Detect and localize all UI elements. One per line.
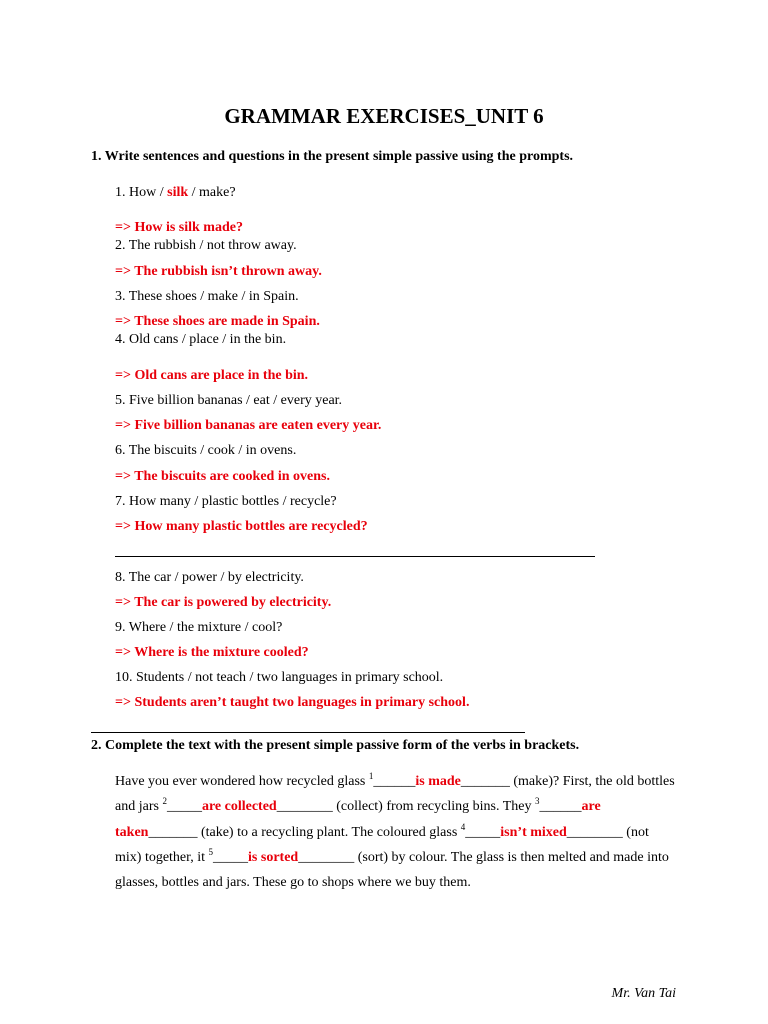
question-9: 9. Where / the mixture / cool?: [115, 620, 283, 635]
answer-7: => How many plastic bottles are recycled?: [115, 519, 368, 534]
blank-line: _______: [460, 774, 510, 789]
section-2-heading: 2. Complete the text with the present simple passive form of the verbs in brackets.: [91, 738, 580, 753]
text-segment: (sort) by colour. The glass is then melted and made into glasses, bottles and jars. These go to shops where we buy them.: [115, 849, 669, 891]
blank-line: _____: [166, 799, 202, 815]
blank-line: ________: [298, 849, 355, 865]
answer-1: => How is silk made?: [115, 220, 243, 235]
section-1-heading: 1. Write sentences and questions in the present simple passive using the prompts.: [91, 149, 574, 164]
question-7: 7. How many / plastic bottles / recycle?: [115, 494, 337, 509]
answer-gap-5: is sorted: [248, 849, 299, 865]
text-segment: (take) to a recycling plant. The coloured glass: [197, 824, 461, 840]
answer-3: => These shoes are made in Spain.: [115, 314, 320, 329]
gap-number: 1: [368, 771, 374, 781]
answer-gap-3: are taken: [115, 799, 601, 840]
question-1-keyword: silk: [167, 185, 189, 200]
answer-8: => The car is powered by electricity.: [115, 595, 332, 610]
question-10: 10. Students / not teach / two languages in primary school.: [115, 670, 444, 685]
answer-10: => Students aren’t taught two languages in primary school.: [115, 695, 470, 710]
question-8: 8. The car / power / by electricity.: [115, 570, 304, 585]
blank-line: _____: [465, 824, 501, 840]
gap-number: 3: [535, 796, 540, 807]
answer-gap-1: is made: [415, 774, 461, 789]
gap-number: 4: [460, 821, 466, 832]
text-segment: Have you ever wondered how recycled glass: [115, 774, 369, 789]
question-6: 6. The biscuits / cook / in ovens.: [115, 443, 297, 458]
question-1-prefix: 1. How /: [115, 185, 168, 200]
cloze-paragraph: [115, 769, 675, 895]
text-segment: (make)? First, the old bottles and jars: [115, 774, 675, 815]
blank-line: ________: [276, 799, 333, 815]
blank-line: _______: [148, 824, 198, 840]
question-5: 5. Five billion bananas / eat / every year.: [115, 393, 343, 408]
text-segment: (not mix) together, it: [115, 824, 649, 865]
answer-2: => The rubbish isn’t thrown away.: [115, 264, 322, 279]
answer-9: => Where is the mixture cooled?: [115, 645, 309, 660]
question-1-suffix: / make?: [188, 185, 236, 200]
question-4: 4. Old cans / place / in the bin.: [115, 332, 287, 347]
blank-line: _____: [213, 849, 249, 865]
answer-4: => Old cans are place in the bin.: [115, 368, 309, 383]
blank-line: ______: [539, 799, 582, 815]
gap-number: 2: [162, 796, 167, 807]
gap-number: 5: [208, 846, 214, 857]
author-signature: Mr. Van Tai: [611, 986, 676, 1001]
answer-gap-2: are collected: [201, 799, 277, 815]
divider-line: [115, 556, 595, 557]
blank-line: ________: [566, 824, 623, 840]
answer-gap-4: isn’t mixed: [500, 824, 567, 840]
answer-5: => Five billion bananas are eaten every year.: [115, 418, 382, 433]
question-1: [115, 185, 236, 201]
question-2: 2. The rubbish / not throw away.: [115, 238, 297, 253]
answer-6: => The biscuits are cooked in ovens.: [115, 469, 330, 484]
page-title: GRAMMAR EXERCISES_UNIT 6: [224, 104, 544, 128]
divider-line: [91, 732, 525, 733]
blank-line: ______: [373, 774, 416, 789]
text-segment: (collect) from recycling bins. They: [332, 799, 535, 815]
question-3: 3. These shoes / make / in Spain.: [115, 289, 299, 304]
